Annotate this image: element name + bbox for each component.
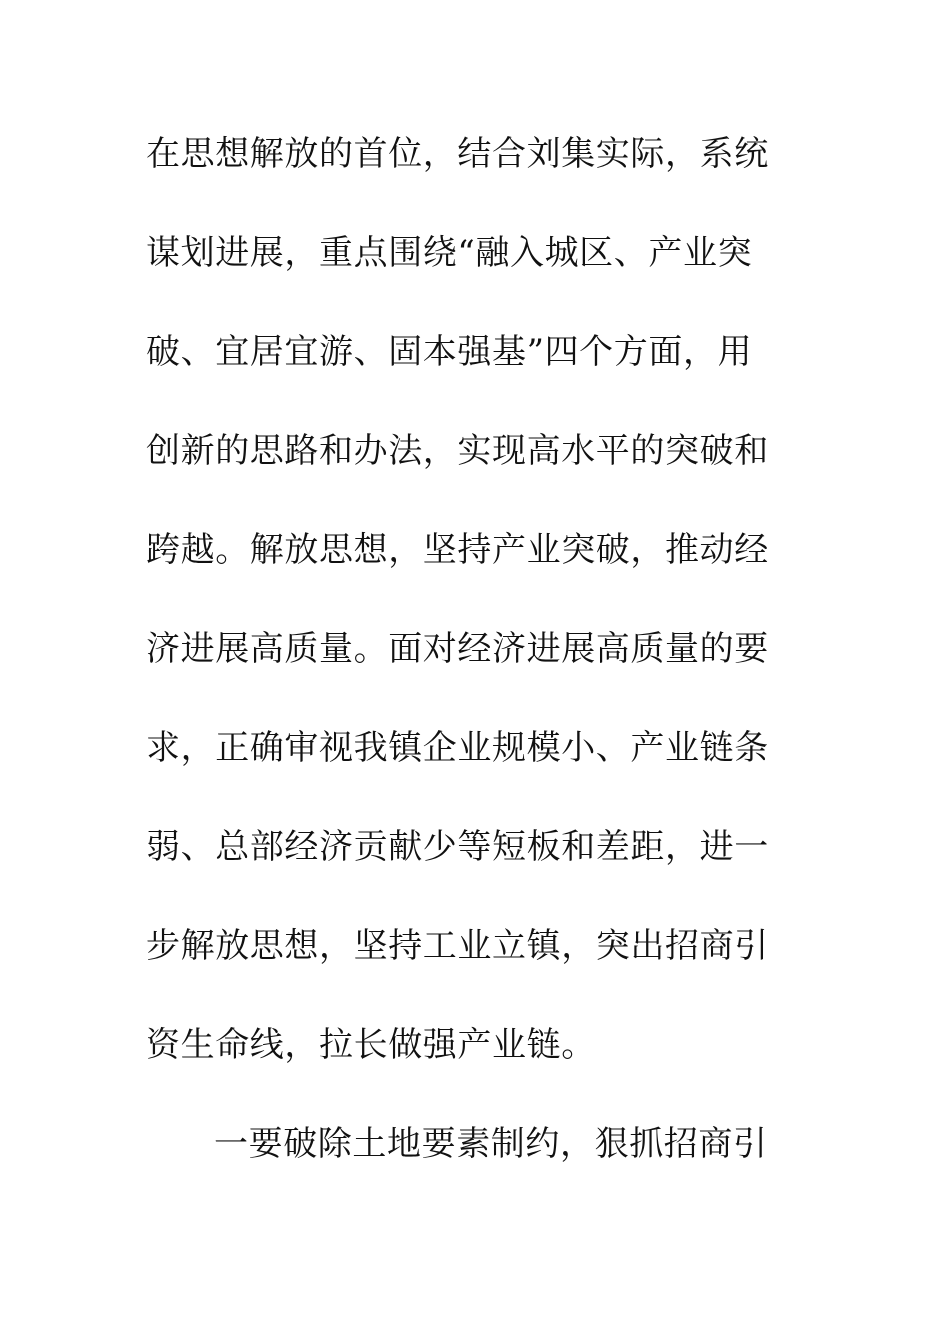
text-line: 在思想解放的首位，结合刘集实际，系统 bbox=[146, 134, 769, 174]
text-line: 弱、总部经济贡献少等短板和差距，进一 bbox=[146, 827, 769, 867]
document-body bbox=[146, 122, 786, 1211]
paragraph-start-line: 一要破除土地要素制约，狠抓招商引 bbox=[214, 1124, 768, 1164]
text-line: 求，正确审视我镇企业规模小、产业链条 bbox=[146, 728, 769, 768]
text-line: 破、宜居宜游、固本强基”四个方面，用 bbox=[146, 332, 753, 372]
text-line: 步解放思想，坚持工业立镇，突出招商引 bbox=[146, 926, 769, 966]
text-line: 创新的思路和办法，实现高水平的突破和 bbox=[146, 431, 769, 471]
text-line: 谋划进展，重点围绕“融入城区、产业突 bbox=[146, 233, 753, 273]
text-line: 资生命线，拉长做强产业链。 bbox=[146, 1025, 596, 1065]
text-line: 济进展高质量。面对经济进展高质量的要 bbox=[146, 629, 769, 669]
text-line: 跨越。解放思想，坚持产业突破，推动经 bbox=[146, 530, 769, 570]
